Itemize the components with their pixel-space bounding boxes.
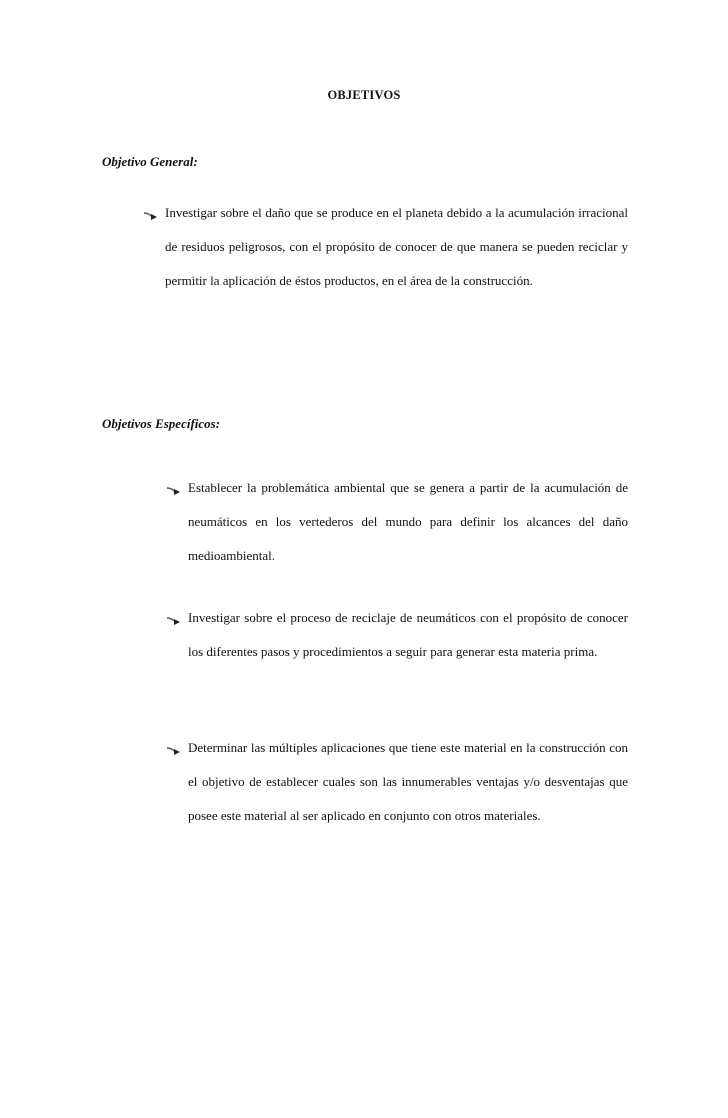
arrow-bullet-icon <box>143 209 159 221</box>
arrow-bullet-icon <box>166 614 182 626</box>
general-heading: Objetivo General: <box>102 154 198 169</box>
general-objective-text: Investigar sobre el daño que se produce en el planeta debido a la acumulación irracional de residuos peligrosos, con el propósito de conocer de que manera se pueden reciclar y permitir la aplicación de éstos productos, en el área de la construcción. <box>165 205 628 288</box>
specific-objective-text: Investigar sobre el proceso de reciclaje de neumáticos con el propósito de conocer los diferentes pasos y procedimientos a seguir para generar esta materia prima. <box>188 610 628 659</box>
page-title: OBJETIVOS <box>327 88 401 102</box>
specific-objective-text: Determinar las múltiples aplicaciones que tiene este material en la construcción con el objetivo de establecer cuales son las innumerables ventajas y/o desventajas que posee este material al ser aplicado en conjunto con otros materiales. <box>188 740 628 823</box>
specific-heading: Objetivos Específicos: <box>102 416 221 431</box>
arrow-bullet-icon <box>166 484 182 496</box>
arrow-bullet-icon <box>166 744 182 756</box>
specific-objective-text: Establecer la problemática ambiental que se genera a partir de la acumulación de neumáticos en los vertederos del mundo para definir los alcances del daño medioambiental. <box>188 480 628 563</box>
